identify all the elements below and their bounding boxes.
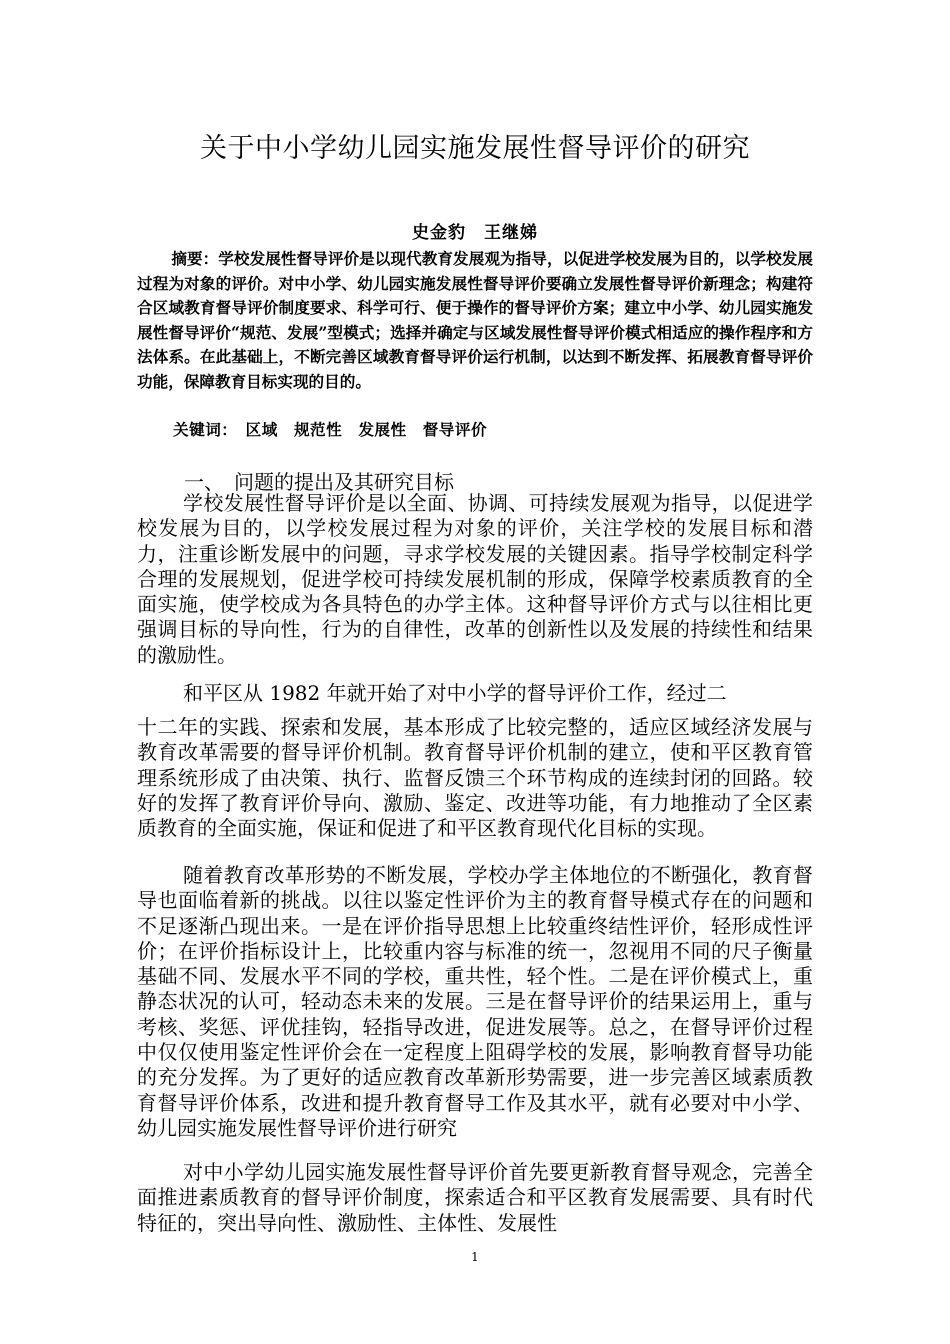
body-paragraph-2-first-line: 和平区从 1982 年就开始了对中小学的督导评价工作，经过二 — [183, 681, 727, 705]
document-authors: 史金豹 王继娣 — [412, 223, 538, 243]
document-title: 关于中小学幼儿园实施发展性督导评价的研究 — [200, 133, 750, 164]
body-paragraph-1: 学校发展性督导评价是以全面、协调、可持续发展观为指导，以促进学校发展为目的，以学校发展过程为对象的评价，关注学校的发展目标和潜力，注重诊断发展中的问题，寻求学校发展的关键因素。指导学校制定科学合理的发展规划，促进学校可持续发展机制的形成，保障学校素质教育的全面实施，使学校成为各具特色的办学主体。这种督导评价方式与以往相比更强调目标的导向性，行为的自律性，改革的创新性以及发展的持续性和结果的激励性。 — [137, 491, 813, 667]
body-paragraph-2: 十二年的实践、探索和发展，基本形成了比较完整的，适应区域经济发展与教育改革需要的督导评价机制。教育督导评价机制的建立，使和平区教育管理系统形成了由决策、执行、监督反馈三个环节构成的连续封闭的回路。较好的发挥了教育评价导向、激励、鉴定、改进等功能，有力地推动了全区素质教育的全面实施，保证和促进了和平区教育现代化目标的实现。 — [137, 715, 813, 841]
abstract-paragraph: 摘要：学校发展性督导评价是以现代教育发展观为指导，以促进学校发展为目的，以学校发展过程为对象的评价。对中小学、幼儿园实施发展性督导评价要确立发展性督导评价新理念；构建符合区域教育督导评价制度要求、科学可行、便于操作的督导评价方案；建立中小学、幼儿园实施发展性督导评价“规范、发展”型模式；选择并确定与区域发展性督导评价模式相适应的操作程序和方法体系。在此基础上，不断完善区域教育督导评价运行机制，以达到不断发挥、拓展教育督导评价功能，保障教育目标实现的目的。 — [137, 249, 813, 391]
body-paragraph-4: 对中小学幼儿园实施发展性督导评价首先要更新教育督导观念，完善全面推进素质教育的督导评价制度，探索适合和平区教育发展需要、具有时代特征的，突出导向性、激励性、主体性、发展性 — [137, 1160, 813, 1235]
body-paragraph-3: 随着教育改革形势的不断发展，学校办学主体地位的不断强化，教育督导也面临着新的挑战。以往以鉴定性评价为主的教育督导模式存在的问题和不足逐渐凸现出来。一是在评价指导思想上比较重终结性评价，轻形成性评价；在评价指标设计上，比较重内容与标准的统一，忽视用不同的尺子衡量基础不同、发展水平不同的学校，重共性，轻个性。二是在评价模式上，重静态状况的认可，轻动态未来的发展。三是在督导评价的结果运用上，重与考核、奖惩、评优挂钩，轻指导改进，促进发展等。总之，在督导评价过程中仅仅使用鉴定性评价会在一定程度上阻碍学校的发展，影响教育督导功能的充分发挥。为了更好的适应教育改革新形势需要，进一步完善区域素质教育督导评价体系，改进和提升教育督导工作及其水平，就有必要对中小学、幼儿园实施发展性督导评价进行研究 — [137, 863, 813, 1140]
section-heading: 一、 问题的提出及其研究目标 — [184, 470, 454, 494]
keywords-line: 关键词： 区域 规范性 发展性 督导评价 — [173, 420, 488, 439]
page-number: 1 — [471, 1250, 479, 1264]
